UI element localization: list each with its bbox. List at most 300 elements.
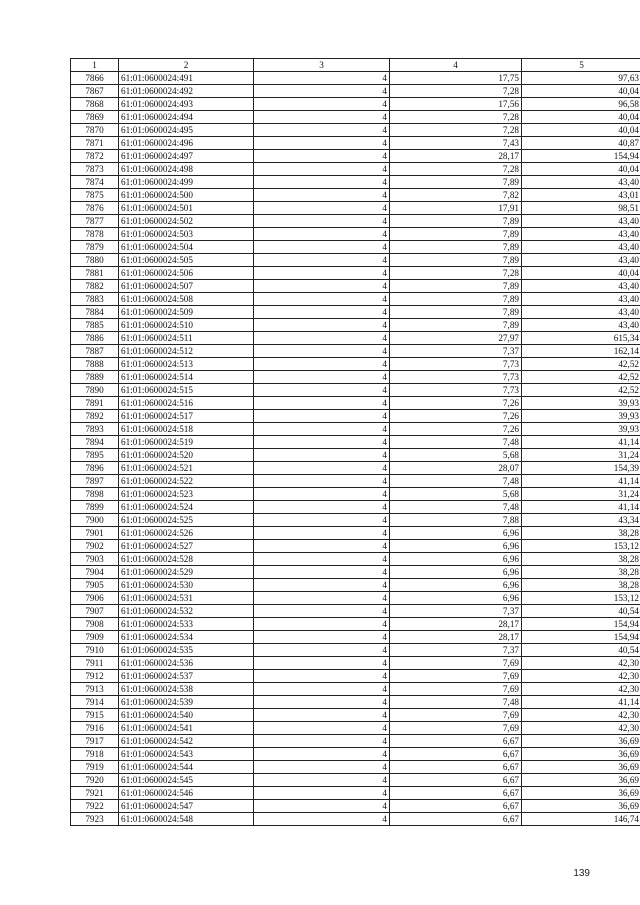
value-cell: 7,89 [390, 228, 522, 241]
table-row [71, 111, 640, 124]
table-row [71, 358, 640, 371]
column-header: 2 [119, 59, 254, 72]
table-row [71, 189, 640, 202]
quantity-cell: 4 [254, 293, 390, 306]
cadastral-number-cell: 61:01:0600024:494 [119, 111, 254, 124]
cadastral-number-cell: 61:01:0600024:536 [119, 657, 254, 670]
value-cell: 7,48 [390, 475, 522, 488]
quantity-cell: 4 [254, 657, 390, 670]
total-cell: 42,52 [522, 384, 640, 397]
cadastral-number-cell: 61:01:0600024:507 [119, 280, 254, 293]
quantity-cell: 4 [254, 410, 390, 423]
value-cell: 7,89 [390, 241, 522, 254]
total-cell: 42,30 [522, 722, 640, 735]
total-cell: 39,93 [522, 423, 640, 436]
quantity-cell: 4 [254, 696, 390, 709]
quantity-cell: 4 [254, 98, 390, 111]
table-row [71, 553, 640, 566]
row-number-cell: 7901 [71, 527, 119, 540]
table-row [71, 332, 640, 345]
table-row [71, 579, 640, 592]
table-row [71, 371, 640, 384]
total-cell: 153,12 [522, 592, 640, 605]
table-row [71, 280, 640, 293]
total-cell: 40,04 [522, 163, 640, 176]
cadastral-number-cell: 61:01:0600024:534 [119, 631, 254, 644]
table-row [71, 410, 640, 423]
value-cell: 6,67 [390, 813, 522, 826]
row-number-cell: 7887 [71, 345, 119, 358]
cadastral-number-cell: 61:01:0600024:504 [119, 241, 254, 254]
total-cell: 40,04 [522, 85, 640, 98]
cadastral-number-cell: 61:01:0600024:499 [119, 176, 254, 189]
cadastral-number-cell: 61:01:0600024:526 [119, 527, 254, 540]
cadastral-number-cell: 61:01:0600024:512 [119, 345, 254, 358]
cadastral-number-cell: 61:01:0600024:506 [119, 267, 254, 280]
total-cell: 154,39 [522, 462, 640, 475]
total-cell: 38,28 [522, 553, 640, 566]
table-row [71, 670, 640, 683]
cadastral-number-cell: 61:01:0600024:491 [119, 72, 254, 85]
total-cell: 38,28 [522, 527, 640, 540]
cadastral-number-cell: 61:01:0600024:532 [119, 605, 254, 618]
total-cell: 43,40 [522, 306, 640, 319]
quantity-cell: 4 [254, 358, 390, 371]
quantity-cell: 4 [254, 150, 390, 163]
table-row [71, 761, 640, 774]
total-cell: 42,52 [522, 358, 640, 371]
cadastral-number-cell: 61:01:0600024:529 [119, 566, 254, 579]
quantity-cell: 4 [254, 319, 390, 332]
table-row [71, 306, 640, 319]
total-cell: 40,54 [522, 605, 640, 618]
value-cell: 7,37 [390, 345, 522, 358]
quantity-cell: 4 [254, 85, 390, 98]
table-row [71, 696, 640, 709]
value-cell: 5,68 [390, 488, 522, 501]
cadastral-number-cell: 61:01:0600024:545 [119, 774, 254, 787]
total-cell: 97,63 [522, 72, 640, 85]
total-cell: 31,24 [522, 488, 640, 501]
cadastral-number-cell: 61:01:0600024:546 [119, 787, 254, 800]
table-row [71, 475, 640, 488]
value-cell: 7,28 [390, 124, 522, 137]
quantity-cell: 4 [254, 111, 390, 124]
table-row [71, 748, 640, 761]
value-cell: 28,17 [390, 618, 522, 631]
value-cell: 7,88 [390, 514, 522, 527]
value-cell: 7,26 [390, 423, 522, 436]
row-number-cell: 7876 [71, 202, 119, 215]
total-cell: 43,40 [522, 215, 640, 228]
value-cell: 6,96 [390, 540, 522, 553]
quantity-cell: 4 [254, 475, 390, 488]
total-cell: 40,04 [522, 111, 640, 124]
quantity-cell: 4 [254, 514, 390, 527]
cadastral-number-cell: 61:01:0600024:509 [119, 306, 254, 319]
quantity-cell: 4 [254, 306, 390, 319]
quantity-cell: 4 [254, 72, 390, 85]
value-cell: 28,07 [390, 462, 522, 475]
column-header: 3 [254, 59, 390, 72]
total-cell: 153,12 [522, 540, 640, 553]
row-number-cell: 7913 [71, 683, 119, 696]
value-cell: 7,89 [390, 306, 522, 319]
value-cell: 27,97 [390, 332, 522, 345]
cadastral-number-cell: 61:01:0600024:519 [119, 436, 254, 449]
page-number: 139 [573, 868, 590, 879]
quantity-cell: 4 [254, 735, 390, 748]
value-cell: 6,67 [390, 774, 522, 787]
cadastral-number-cell: 61:01:0600024:521 [119, 462, 254, 475]
cadastral-number-cell: 61:01:0600024:528 [119, 553, 254, 566]
table-row [71, 592, 640, 605]
table-row [71, 267, 640, 280]
total-cell: 31,24 [522, 449, 640, 462]
value-cell: 17,91 [390, 202, 522, 215]
column-header: 1 [71, 59, 119, 72]
quantity-cell: 4 [254, 254, 390, 267]
table-row [71, 514, 640, 527]
row-number-cell: 7873 [71, 163, 119, 176]
quantity-cell: 4 [254, 202, 390, 215]
total-cell: 98,51 [522, 202, 640, 215]
row-number-cell: 7907 [71, 605, 119, 618]
value-cell: 7,89 [390, 254, 522, 267]
table-row [71, 215, 640, 228]
total-cell: 154,94 [522, 618, 640, 631]
total-cell: 96,58 [522, 98, 640, 111]
table-row [71, 800, 640, 813]
total-cell: 43,40 [522, 280, 640, 293]
value-cell: 7,37 [390, 644, 522, 657]
table-row [71, 150, 640, 163]
row-number-cell: 7899 [71, 501, 119, 514]
value-cell: 28,17 [390, 631, 522, 644]
total-cell: 36,69 [522, 761, 640, 774]
quantity-cell: 4 [254, 774, 390, 787]
quantity-cell: 4 [254, 683, 390, 696]
table-row [71, 774, 640, 787]
quantity-cell: 4 [254, 228, 390, 241]
total-cell: 42,52 [522, 371, 640, 384]
cadastral-number-cell: 61:01:0600024:547 [119, 800, 254, 813]
total-cell: 39,93 [522, 410, 640, 423]
row-number-cell: 7921 [71, 787, 119, 800]
table-row [71, 176, 640, 189]
value-cell: 7,26 [390, 397, 522, 410]
cadastral-number-cell: 61:01:0600024:530 [119, 579, 254, 592]
total-cell: 43,01 [522, 189, 640, 202]
table-row [71, 163, 640, 176]
quantity-cell: 4 [254, 527, 390, 540]
cadastral-number-cell: 61:01:0600024:493 [119, 98, 254, 111]
quantity-cell: 4 [254, 553, 390, 566]
row-number-cell: 7914 [71, 696, 119, 709]
row-number-cell: 7905 [71, 579, 119, 592]
cadastral-number-cell: 61:01:0600024:501 [119, 202, 254, 215]
table-row [71, 384, 640, 397]
total-cell: 43,40 [522, 254, 640, 267]
quantity-cell: 4 [254, 605, 390, 618]
value-cell: 6,67 [390, 787, 522, 800]
table-row [71, 293, 640, 306]
table-row [71, 241, 640, 254]
value-cell: 7,48 [390, 436, 522, 449]
cadastral-number-cell: 61:01:0600024:533 [119, 618, 254, 631]
cadastral-number-cell: 61:01:0600024:502 [119, 215, 254, 228]
row-number-cell: 7868 [71, 98, 119, 111]
cadastral-number-cell: 61:01:0600024:503 [119, 228, 254, 241]
value-cell: 6,67 [390, 735, 522, 748]
total-cell: 40,04 [522, 267, 640, 280]
value-cell: 17,56 [390, 98, 522, 111]
quantity-cell: 4 [254, 124, 390, 137]
quantity-cell: 4 [254, 761, 390, 774]
total-cell: 43,40 [522, 228, 640, 241]
row-number-cell: 7915 [71, 709, 119, 722]
row-number-cell: 7878 [71, 228, 119, 241]
table-row [71, 423, 640, 436]
cadastral-number-cell: 61:01:0600024:497 [119, 150, 254, 163]
quantity-cell: 4 [254, 488, 390, 501]
total-cell: 36,69 [522, 800, 640, 813]
row-number-cell: 7880 [71, 254, 119, 267]
quantity-cell: 4 [254, 501, 390, 514]
value-cell: 7,89 [390, 293, 522, 306]
quantity-cell: 4 [254, 670, 390, 683]
table-row [71, 527, 640, 540]
row-number-cell: 7912 [71, 670, 119, 683]
row-number-cell: 7893 [71, 423, 119, 436]
row-number-cell: 7917 [71, 735, 119, 748]
row-number-cell: 7886 [71, 332, 119, 345]
cadastral-number-cell: 61:01:0600024:524 [119, 501, 254, 514]
cadastral-number-cell: 61:01:0600024:539 [119, 696, 254, 709]
cadastral-number-cell: 61:01:0600024:522 [119, 475, 254, 488]
cadastral-number-cell: 61:01:0600024:515 [119, 384, 254, 397]
cadastral-number-cell: 61:01:0600024:543 [119, 748, 254, 761]
table-row [71, 644, 640, 657]
column-header: 4 [390, 59, 522, 72]
value-cell: 17,75 [390, 72, 522, 85]
row-number-cell: 7874 [71, 176, 119, 189]
value-cell: 28,17 [390, 150, 522, 163]
row-number-cell: 7894 [71, 436, 119, 449]
quantity-cell: 4 [254, 423, 390, 436]
value-cell: 7,69 [390, 683, 522, 696]
row-number-cell: 7922 [71, 800, 119, 813]
table-row [71, 202, 640, 215]
row-number-cell: 7866 [71, 72, 119, 85]
row-number-cell: 7889 [71, 371, 119, 384]
row-number-cell: 7877 [71, 215, 119, 228]
total-cell: 41,14 [522, 475, 640, 488]
table-row [71, 787, 640, 800]
total-cell: 615,34 [522, 332, 640, 345]
total-cell: 38,28 [522, 579, 640, 592]
quantity-cell: 4 [254, 462, 390, 475]
value-cell: 5,68 [390, 449, 522, 462]
table-body [71, 59, 640, 826]
value-cell: 7,48 [390, 501, 522, 514]
quantity-cell: 4 [254, 722, 390, 735]
row-number-cell: 7900 [71, 514, 119, 527]
value-cell: 6,67 [390, 800, 522, 813]
value-cell: 7,89 [390, 215, 522, 228]
table-row [71, 683, 640, 696]
total-cell: 42,30 [522, 670, 640, 683]
value-cell: 7,37 [390, 605, 522, 618]
table-row [71, 449, 640, 462]
table-row [71, 319, 640, 332]
row-number-cell: 7875 [71, 189, 119, 202]
table-row [71, 85, 640, 98]
cadastral-number-cell: 61:01:0600024:510 [119, 319, 254, 332]
quantity-cell: 4 [254, 566, 390, 579]
cadastral-number-cell: 61:01:0600024:544 [119, 761, 254, 774]
table-row [71, 137, 640, 150]
table-row [71, 813, 640, 826]
table-row [71, 488, 640, 501]
row-number-cell: 7897 [71, 475, 119, 488]
cadastral-number-cell: 61:01:0600024:520 [119, 449, 254, 462]
row-number-cell: 7879 [71, 241, 119, 254]
quantity-cell: 4 [254, 579, 390, 592]
table-row [71, 254, 640, 267]
cadastral-number-cell: 61:01:0600024:511 [119, 332, 254, 345]
cadastral-number-cell: 61:01:0600024:542 [119, 735, 254, 748]
total-cell: 39,93 [522, 397, 640, 410]
row-number-cell: 7890 [71, 384, 119, 397]
row-number-cell: 7916 [71, 722, 119, 735]
row-number-cell: 7882 [71, 280, 119, 293]
row-number-cell: 7870 [71, 124, 119, 137]
table-row [71, 631, 640, 644]
row-number-cell: 7885 [71, 319, 119, 332]
value-cell: 7,73 [390, 358, 522, 371]
quantity-cell: 4 [254, 280, 390, 293]
cadastral-number-cell: 61:01:0600024:496 [119, 137, 254, 150]
row-number-cell: 7898 [71, 488, 119, 501]
value-cell: 7,69 [390, 657, 522, 670]
total-cell: 43,40 [522, 176, 640, 189]
value-cell: 6,96 [390, 592, 522, 605]
value-cell: 7,82 [390, 189, 522, 202]
value-cell: 7,89 [390, 319, 522, 332]
table-row [71, 540, 640, 553]
table-row [71, 605, 640, 618]
value-cell: 7,28 [390, 111, 522, 124]
total-cell: 40,87 [522, 137, 640, 150]
value-cell: 6,96 [390, 579, 522, 592]
value-cell: 7,43 [390, 137, 522, 150]
row-number-cell: 7918 [71, 748, 119, 761]
total-cell: 146,74 [522, 813, 640, 826]
total-cell: 43,40 [522, 241, 640, 254]
value-cell: 7,28 [390, 163, 522, 176]
quantity-cell: 4 [254, 267, 390, 280]
table-header-row [71, 59, 640, 72]
total-cell: 36,69 [522, 787, 640, 800]
total-cell: 42,30 [522, 709, 640, 722]
total-cell: 40,04 [522, 124, 640, 137]
quantity-cell: 4 [254, 540, 390, 553]
value-cell: 6,96 [390, 566, 522, 579]
cadastral-number-cell: 61:01:0600024:505 [119, 254, 254, 267]
cadastral-number-cell: 61:01:0600024:540 [119, 709, 254, 722]
total-cell: 41,14 [522, 436, 640, 449]
cadastral-number-cell: 61:01:0600024:548 [119, 813, 254, 826]
table-row [71, 618, 640, 631]
value-cell: 6,67 [390, 748, 522, 761]
table-row [71, 397, 640, 410]
quantity-cell: 4 [254, 449, 390, 462]
cadastral-number-cell: 61:01:0600024:495 [119, 124, 254, 137]
quantity-cell: 4 [254, 345, 390, 358]
quantity-cell: 4 [254, 800, 390, 813]
row-number-cell: 7872 [71, 150, 119, 163]
cadastral-number-cell: 61:01:0600024:518 [119, 423, 254, 436]
row-number-cell: 7911 [71, 657, 119, 670]
quantity-cell: 4 [254, 241, 390, 254]
table-row [71, 722, 640, 735]
row-number-cell: 7895 [71, 449, 119, 462]
quantity-cell: 4 [254, 436, 390, 449]
quantity-cell: 4 [254, 397, 390, 410]
quantity-cell: 4 [254, 709, 390, 722]
row-number-cell: 7908 [71, 618, 119, 631]
cadastral-table [70, 58, 640, 826]
value-cell: 7,69 [390, 722, 522, 735]
cadastral-number-cell: 61:01:0600024:516 [119, 397, 254, 410]
total-cell: 41,14 [522, 696, 640, 709]
row-number-cell: 7920 [71, 774, 119, 787]
total-cell: 43,40 [522, 293, 640, 306]
cadastral-number-cell: 61:01:0600024:537 [119, 670, 254, 683]
table-row [71, 501, 640, 514]
quantity-cell: 4 [254, 215, 390, 228]
total-cell: 43,40 [522, 319, 640, 332]
row-number-cell: 7910 [71, 644, 119, 657]
cadastral-number-cell: 61:01:0600024:527 [119, 540, 254, 553]
total-cell: 162,14 [522, 345, 640, 358]
row-number-cell: 7923 [71, 813, 119, 826]
quantity-cell: 4 [254, 371, 390, 384]
cadastral-number-cell: 61:01:0600024:517 [119, 410, 254, 423]
cadastral-number-cell: 61:01:0600024:498 [119, 163, 254, 176]
total-cell: 36,69 [522, 748, 640, 761]
row-number-cell: 7881 [71, 267, 119, 280]
value-cell: 6,96 [390, 527, 522, 540]
value-cell: 7,89 [390, 176, 522, 189]
row-number-cell: 7909 [71, 631, 119, 644]
total-cell: 154,94 [522, 150, 640, 163]
value-cell: 7,89 [390, 280, 522, 293]
value-cell: 7,69 [390, 670, 522, 683]
quantity-cell: 4 [254, 592, 390, 605]
total-cell: 154,94 [522, 631, 640, 644]
row-number-cell: 7906 [71, 592, 119, 605]
table-row [71, 735, 640, 748]
total-cell: 43,34 [522, 514, 640, 527]
row-number-cell: 7871 [71, 137, 119, 150]
value-cell: 7,26 [390, 410, 522, 423]
table-row [71, 228, 640, 241]
value-cell: 6,67 [390, 761, 522, 774]
row-number-cell: 7869 [71, 111, 119, 124]
quantity-cell: 4 [254, 618, 390, 631]
